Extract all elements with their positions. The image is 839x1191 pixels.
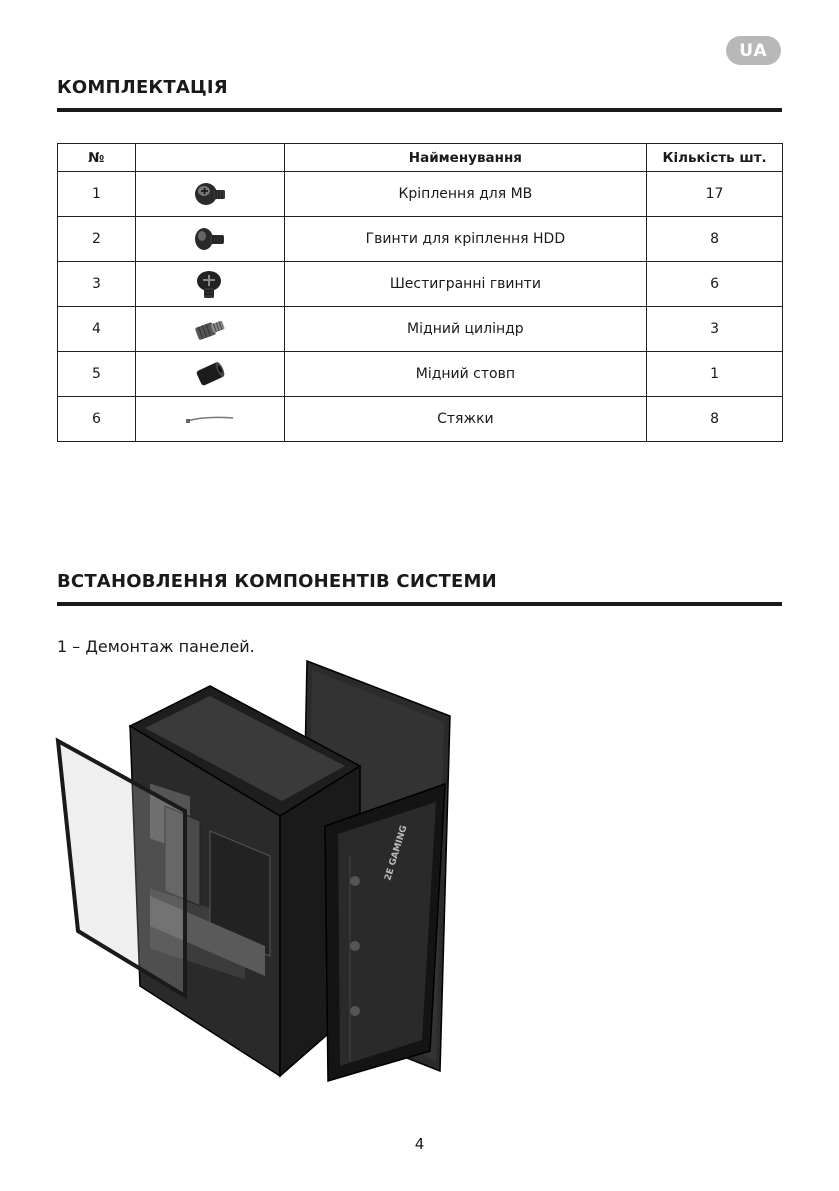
row-image	[135, 397, 284, 442]
step-1-caption: 1 – Демонтаж панелей.	[57, 637, 255, 656]
row-number: 1	[58, 172, 136, 217]
row-quantity: 8	[647, 217, 783, 262]
row-quantity: 6	[647, 262, 783, 307]
header-image	[135, 144, 284, 172]
row-quantity: 1	[647, 352, 783, 397]
table-row	[58, 217, 783, 262]
row-number: 4	[58, 307, 136, 352]
copper-post-icon	[190, 357, 230, 391]
row-quantity: 3	[647, 307, 783, 352]
header-number: №	[58, 144, 136, 172]
cable-tie-icon	[185, 412, 235, 426]
row-number: 5	[58, 352, 136, 397]
table-header-row	[58, 144, 783, 172]
row-quantity: 8	[647, 397, 783, 442]
header-quantity: Кількість шт.	[647, 144, 783, 172]
section-divider	[57, 602, 782, 606]
kit-table	[57, 143, 783, 442]
section-divider	[57, 108, 782, 112]
front-panel-logo: 2E GAMING	[383, 824, 410, 882]
row-quantity: 17	[647, 172, 783, 217]
row-name: Шестигранні гвинти	[284, 262, 646, 307]
row-name: Гвинти для кріплення HDD	[284, 217, 646, 262]
row-image	[135, 307, 284, 352]
row-name: Мідний стовп	[284, 352, 646, 397]
row-image	[135, 172, 284, 217]
row-number: 3	[58, 262, 136, 307]
table-row	[58, 307, 783, 352]
row-number: 2	[58, 217, 136, 262]
table-row	[58, 397, 783, 442]
table-row	[58, 262, 783, 307]
copper-cylinder-icon	[190, 314, 230, 344]
hdd-screw-icon	[192, 224, 228, 254]
row-name: Кріплення для MB	[284, 172, 646, 217]
row-image	[135, 352, 284, 397]
section-title-kit: КОМПЛЕКТАЦІЯ	[57, 77, 228, 98]
language-badge: UA	[726, 36, 781, 65]
hex-screw-icon	[192, 268, 228, 300]
page-number: 4	[414, 1135, 425, 1153]
section-title-install: ВСТАНОВЛЕННЯ КОМПОНЕНТІВ СИСТЕМИ	[57, 571, 497, 592]
row-name: Стяжки	[284, 397, 646, 442]
pc-case-disassembly-illustration	[50, 656, 460, 1086]
header-name: Найменування	[284, 144, 646, 172]
table-row	[58, 172, 783, 217]
row-image	[135, 217, 284, 262]
row-number: 6	[58, 397, 136, 442]
row-image	[135, 262, 284, 307]
table-row	[58, 352, 783, 397]
mb-screw-icon	[192, 179, 228, 209]
row-name: Мідний циліндр	[284, 307, 646, 352]
